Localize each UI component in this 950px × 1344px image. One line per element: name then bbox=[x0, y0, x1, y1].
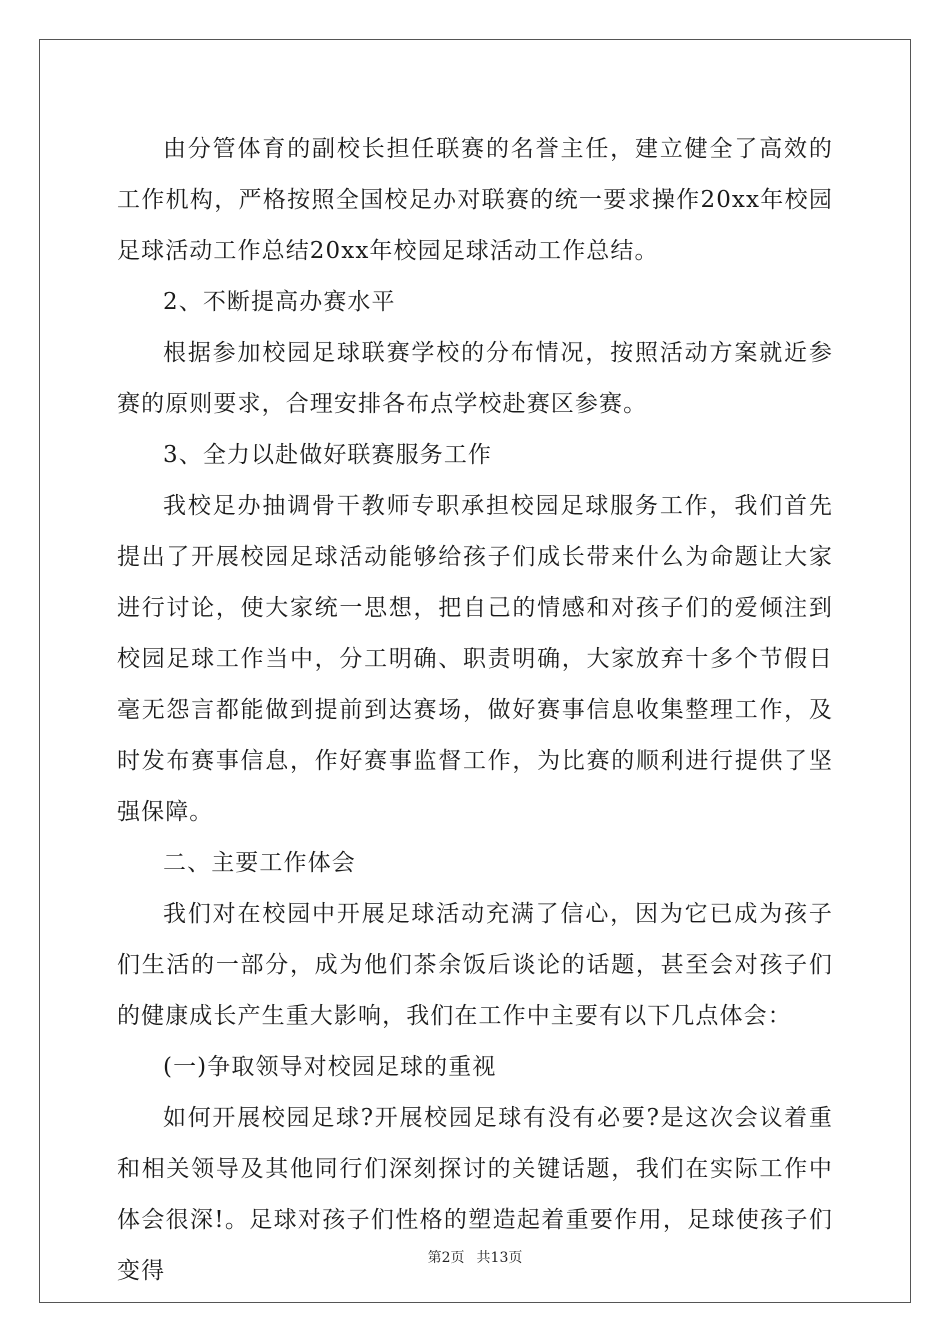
paragraph-distribution: 根据参加校园足球联赛学校的分布情况，按照活动方案就近参赛的原则要求，合理安排各布点学校赴赛区参赛。 bbox=[117, 340, 833, 417]
paragraph-service-details: 我校足办抽调骨干教师专职承担校园足球服务工作，我们首先提出了开展校园足球活动能够给孩子们成长带来什么为命题让大家进行讨论，使大家统一思想，把自己的情感和对孩子们的爱倾注到校园足球工作当中，分工明确、职责明确，大家放弃十多个节假日毫无怨言都能做到提前到达赛场，做好赛事信息收集整理工作，及时发布赛事信息，作好赛事监督工作，为比赛的顺利进行提供了坚强保障。 bbox=[117, 493, 833, 825]
page-total: 共13页 bbox=[476, 1250, 523, 1266]
document-body bbox=[117, 124, 833, 1297]
paragraph-leadership: 由分管体育的副校长担任联赛的名誉主任，建立健全了高效的工作机构，严格按照全国校足办对联赛的统一要求操作20xx年校园足球活动工作总结20xx年校园足球活动工作总结。 bbox=[117, 136, 833, 264]
heading-leadership-attention: (一)争取领导对校园足球的重视 bbox=[163, 1054, 497, 1080]
heading-main-experience: 二、主要工作体会 bbox=[163, 850, 356, 876]
heading-service-work: 3、全力以赴做好联赛服务工作 bbox=[163, 442, 493, 468]
heading-improve-level: 2、不断提高办赛水平 bbox=[163, 289, 396, 315]
page-footer bbox=[0, 1247, 950, 1267]
paragraph-how-to-develop: 如何开展校园足球?开展校园足球有没有必要?是这次会议着重和相关领导及其他同行们深刻探讨的关键话题，我们在实际工作中体会很深!。足球对孩子们性格的塑造起着重要作用，足球使孩子们变得 bbox=[117, 1105, 833, 1284]
page-number: 第2页 bbox=[427, 1250, 465, 1266]
paragraph-confidence: 我们对在校园中开展足球活动充满了信心，因为它已成为孩子们生活的一部分，成为他们茶余饭后谈论的话题，甚至会对孩子们的健康成长产生重大影响，我们在工作中主要有以下几点体会： bbox=[117, 901, 833, 1029]
